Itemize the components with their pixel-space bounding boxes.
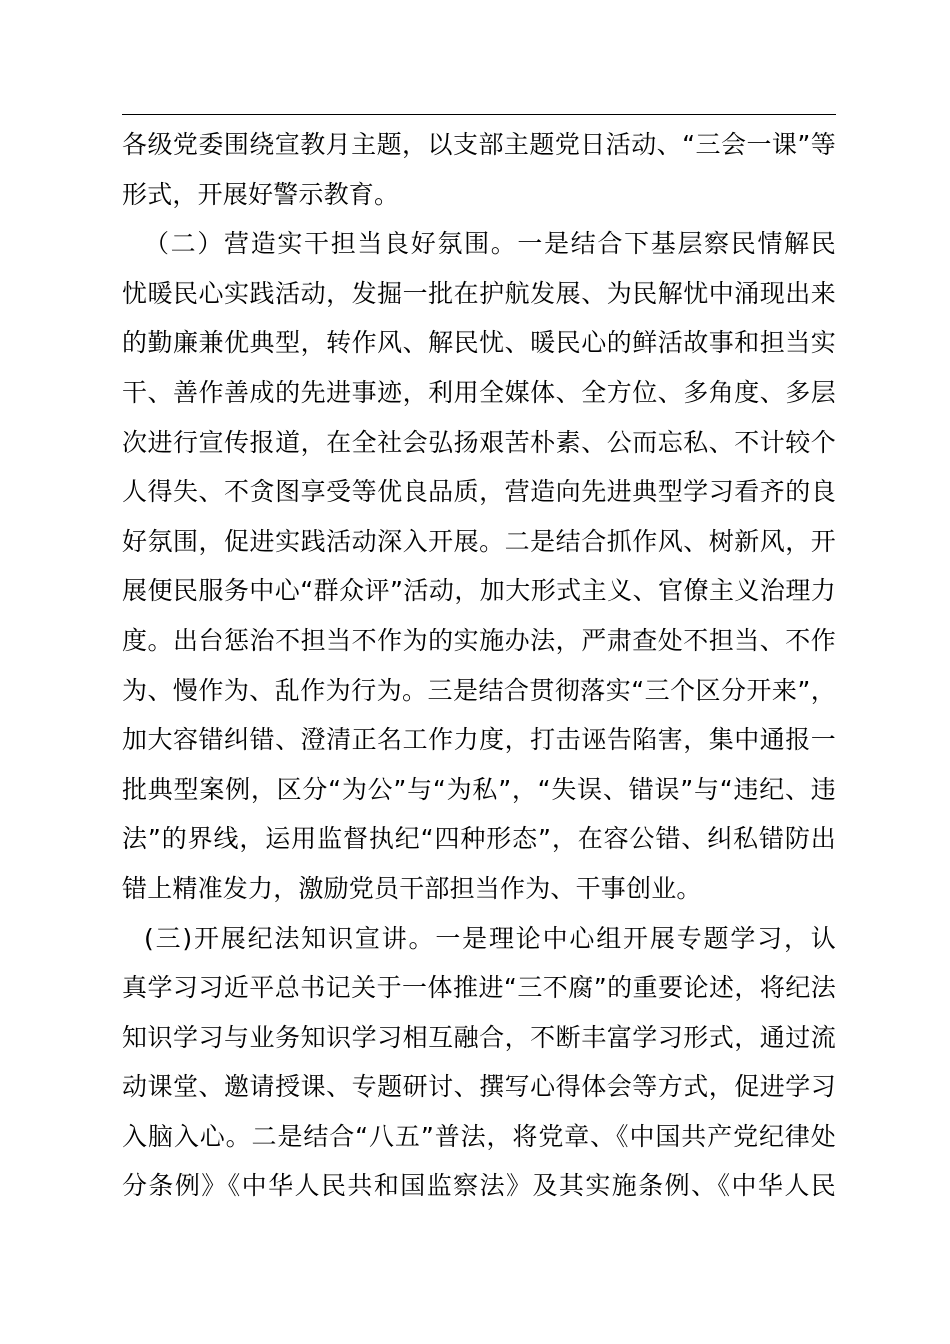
text-line-1: 各级党委围绕宣教月主题，以支部主题党日活动、“三会一课”等 <box>122 130 836 159</box>
document-body <box>122 120 836 1211</box>
text-line-12: 为、慢作为、乱作为行为。三是结合贯彻落实“三个区分开来”， <box>122 675 836 705</box>
text-line-13: 加大容错纠错、澄清正名工作力度，打击诬告陷害，集中通报一 <box>122 725 836 755</box>
text-line-22: 分条例》《中华人民共和国监察法》及其实施条例、《中华人民 <box>122 1171 836 1201</box>
text-line-6: 干、善作善成的先进事迹，利用全媒体、全方位、多角度、多层 <box>122 377 836 407</box>
text-line-3: （二）营造实干担当良好氛围。一是结合下基层察民情解民 <box>144 229 836 259</box>
text-line-9: 好氛围，促进实践活动深入开展。二是结合抓作风、树新风，开 <box>122 526 836 556</box>
text-line-11: 度。出台惩治不担当不作为的实施办法，严肃查处不担当、不作 <box>122 625 836 655</box>
text-line-18: 真学习习近平总书记关于一体推进“三不腐”的重要论述，将纪法 <box>122 973 836 1003</box>
text-line-8: 人得失、不贪图享受等优良品质，营造向先进典型学习看齐的良 <box>122 477 836 507</box>
text-line-19: 知识学习与业务知识学习相互融合，不断丰富学习形式，通过流 <box>122 1022 836 1052</box>
text-line-7: 次进行宣传报道，在全社会弘扬艰苦朴素、公而忘私、不计较个 <box>122 427 836 457</box>
text-line-14: 批典型案例，区分“为公”与“为私”，“失误、错误”与“违纪、违 <box>122 774 836 804</box>
text-line-5: 的勤廉兼优典型，转作风、解民忧、暖民心的鲜活故事和担当实 <box>122 328 836 358</box>
text-line-4: 忧暖民心实践活动，发掘一批在护航发展、为民解忧中涌现出来 <box>122 278 836 308</box>
text-line-21: 入脑入心。二是结合“八五”普法，将党章、《中国共产党纪律处 <box>122 1121 836 1151</box>
text-line-10: 展便民服务中心“群众评”活动，加大形式主义、官僚主义治理力 <box>122 576 836 606</box>
text-line-15: 法”的界线，运用监督执纪“四种形态”，在容公错、纠私错防出 <box>122 824 836 854</box>
header-rule <box>122 114 836 115</box>
text-line-20: 动课堂、邀请授课、专题研讨、撰写心得体会等方式，促进学习 <box>122 1072 836 1102</box>
text-line-16: 错上精准发力，激励党员干部担当作为、干事创业。 <box>122 873 702 903</box>
text-line-2: 形式，开展好警示教育。 <box>122 179 400 209</box>
text-line-17: (三)开展纪法知识宣讲。一是理论中心组开展专题学习，认 <box>144 923 836 953</box>
